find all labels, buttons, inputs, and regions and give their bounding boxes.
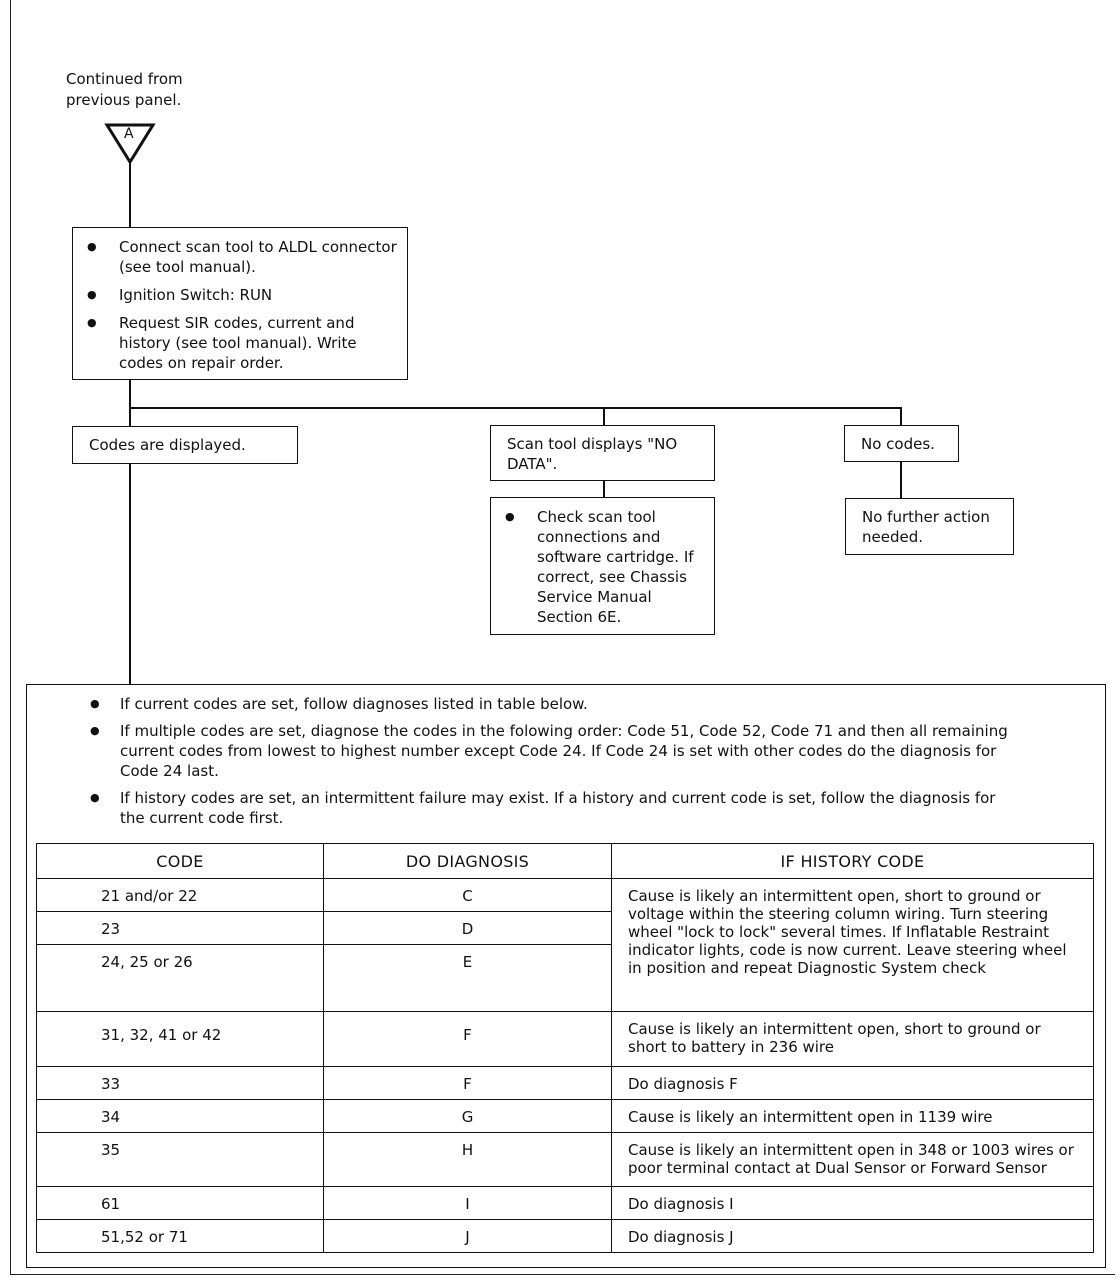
table-row (37, 1067, 1094, 1100)
history-cell: Cause is likely an intermittent open, short to ground or voltage within the steering column wiring. Turn steering wheel "lock to lock" several times. If Inflatable Restraint indicator lights, code is now current. Leave steering wheel in position and repeat Diagnostic System check (612, 879, 1094, 1012)
code-cell: 23 (37, 912, 324, 945)
code-cell: 34 (37, 1100, 324, 1133)
step1-bullet: ● Request SIR codes, current and history (see tool manual). Write codes on repair order. (73, 313, 399, 373)
code-cell: 31, 32, 41 or 42 (37, 1012, 324, 1067)
no-data-box: Scan tool displays "NO DATA". (490, 425, 715, 481)
flow-line-main-top (129, 163, 131, 228)
table-row (37, 1133, 1094, 1187)
diagnosis-cell: G (324, 1100, 612, 1133)
history-cell: Do diagnosis I (612, 1187, 1094, 1220)
diagnosis-cell: F (324, 1012, 612, 1067)
step1-box (72, 227, 408, 380)
flow-line-nodata-action (603, 480, 605, 498)
connector-letter: A (124, 126, 134, 142)
diagnosis-table (36, 843, 1094, 1253)
diagnosis-cell: I (324, 1187, 612, 1220)
final-bullet: ● If history codes are set, an intermittent failure may exist. If a history and current code is set, follow the diagnosis for the current code first. (76, 788, 1016, 828)
history-cell: Do diagnosis J (612, 1220, 1094, 1253)
flow-line-branch-nocodes (900, 407, 902, 426)
flow-line-branch-nodata (603, 407, 605, 426)
table-row (37, 1187, 1094, 1220)
diagnosis-cell: F (324, 1067, 612, 1100)
code-cell: 21 and/or 22 (37, 879, 324, 912)
history-cell: Do diagnosis F (612, 1067, 1094, 1100)
history-cell: Cause is likely an intermittent open, short to ground or short to battery in 236 wire (612, 1012, 1094, 1067)
table-row (37, 1012, 1094, 1067)
final-bullet: ● If current codes are set, follow diagnoses listed in table below. (76, 694, 1016, 714)
diagnosis-cell: J (324, 1220, 612, 1253)
flow-line-main-mid (129, 379, 131, 427)
diagnosis-cell: H (324, 1133, 612, 1187)
code-cell: 61 (37, 1187, 324, 1220)
no-codes-action-box: No further action needed. (845, 498, 1014, 555)
final-bullets (76, 694, 1016, 835)
code-cell: 35 (37, 1133, 324, 1187)
diagnosis-cell: D (324, 912, 612, 945)
flow-line-main-bottom (129, 463, 131, 685)
no-data-action-box (490, 497, 715, 635)
table-row (37, 1220, 1094, 1253)
step1-bullet: ● Connect scan tool to ALDL connector (see tool manual). (73, 237, 399, 277)
code-cell: 24, 25 or 26 (37, 945, 324, 1012)
flow-line-branch-h (129, 407, 902, 409)
diagnosis-cell: E (324, 945, 612, 1012)
final-bullet: ● If multiple codes are set, diagnose the codes in the folowing order: Code 51, Code 52, Code 71 and then all remaining current codes from lowest to highest number except Code 24. If Code 24 is set with other codes do the diagnosis for Code 24 last. (76, 721, 1016, 781)
no-codes-box: No codes. (844, 425, 959, 462)
history-cell: Cause is likely an intermittent open in 1139 wire (612, 1100, 1094, 1133)
table-row (37, 879, 1094, 912)
code-cell: 33 (37, 1067, 324, 1100)
flow-line-nocodes-action (900, 461, 902, 499)
header-code: CODE (37, 844, 324, 879)
table-row (37, 1100, 1094, 1133)
header-if-history-code: IF HISTORY CODE (612, 844, 1094, 879)
continued-note: Continued from previous panel. (66, 70, 183, 109)
table-header-row (37, 844, 1094, 879)
no-data-action-bullet: ● Check scan tool connections and software cartridge. If correct, see Chassis Service Manual Section 6E. (491, 507, 704, 627)
diagnosis-cell: C (324, 879, 612, 912)
step1-bullet: ● Ignition Switch: RUN (73, 285, 399, 305)
codes-displayed-box: Codes are displayed. (72, 426, 298, 464)
code-cell: 51,52 or 71 (37, 1220, 324, 1253)
header-do-diagnosis: DO DIAGNOSIS (324, 844, 612, 879)
history-cell: Cause is likely an intermittent open in 348 or 1003 wires or poor terminal contact at Dual Sensor or Forward Sensor (612, 1133, 1094, 1187)
